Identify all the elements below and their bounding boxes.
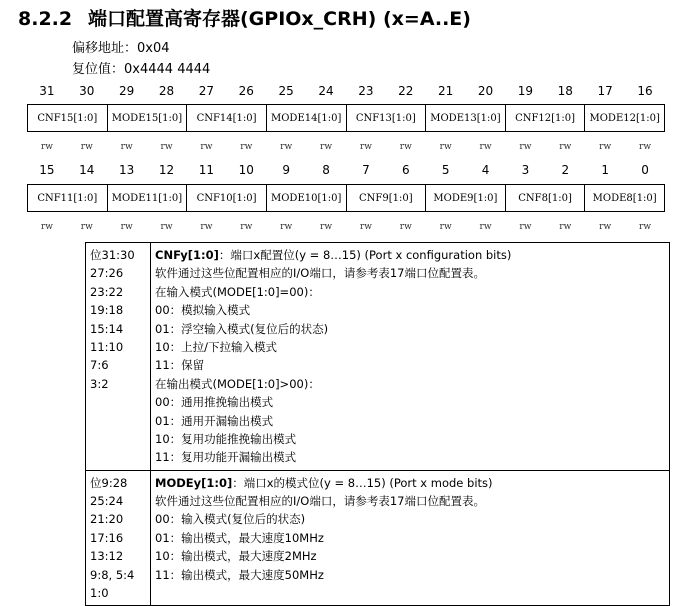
field-summary: ：端口x配置位(y = 8…15) (Port x configuration bits) bbox=[218, 248, 512, 262]
reset-value: 0x4444 4444 bbox=[124, 62, 211, 77]
bit-number: 20 bbox=[477, 84, 494, 98]
register-field: CNF10[1:0] bbox=[187, 185, 267, 211]
description-line: 01：通用开漏输出模式 bbox=[155, 413, 274, 428]
section-number: 8.2.2 bbox=[18, 8, 73, 30]
access-label: rw bbox=[240, 222, 253, 232]
bit-range-cell bbox=[86, 243, 151, 471]
offset-value: 0x04 bbox=[137, 41, 170, 56]
field-name: MODEy[1:0] bbox=[155, 475, 233, 490]
bit-number: 19 bbox=[517, 84, 534, 98]
bit-range: 17:16 bbox=[90, 530, 124, 545]
access-label: rw bbox=[439, 222, 452, 232]
bit-range: 19:18 bbox=[90, 303, 124, 318]
description-line: 软件通过这些位配置相应的I/O端口，请参考表17端口位配置表。 bbox=[155, 266, 485, 281]
access-label: rw bbox=[599, 222, 612, 232]
bit-range: 7:6 bbox=[90, 358, 109, 373]
description-line: 00：通用推挽输出模式 bbox=[155, 395, 274, 410]
access-label: rw bbox=[320, 142, 333, 152]
bit-number: 9 bbox=[282, 163, 290, 177]
bit-range: 9:8, 5:4 bbox=[90, 567, 135, 582]
register-field: CNF13[1:0] bbox=[347, 105, 427, 131]
bit-range-cell bbox=[86, 470, 151, 606]
access-label: rw bbox=[160, 142, 173, 152]
bit-numbers-top bbox=[27, 84, 665, 98]
access-label: rw bbox=[639, 222, 652, 232]
access-label: rw bbox=[80, 142, 93, 152]
reset-label: 复位值： bbox=[72, 62, 125, 77]
bit-number: 10 bbox=[238, 163, 254, 177]
bit-range: 21:20 bbox=[90, 512, 124, 527]
bit-range: 23:22 bbox=[90, 284, 124, 299]
bit-number: 17 bbox=[597, 84, 613, 98]
register-field: CNF12[1:0] bbox=[506, 105, 586, 131]
bit-numbers-bottom bbox=[27, 163, 665, 177]
offset-line bbox=[72, 37, 170, 56]
bit-number: 28 bbox=[158, 84, 175, 98]
access-label: rw bbox=[240, 142, 253, 152]
bit-number: 1 bbox=[601, 163, 609, 177]
register-field: MODE9[1:0] bbox=[426, 185, 506, 211]
bit-number: 23 bbox=[358, 84, 374, 98]
access-label: rw bbox=[559, 142, 572, 152]
access-row-bottom bbox=[27, 222, 665, 232]
access-label: rw bbox=[80, 222, 93, 232]
description-line: 11：保留 bbox=[155, 358, 205, 373]
access-label: rw bbox=[639, 142, 652, 152]
bit-number: 7 bbox=[362, 163, 370, 177]
bit-range: 13:12 bbox=[90, 549, 124, 564]
access-label: rw bbox=[40, 222, 53, 232]
register-fields-bottom bbox=[27, 184, 665, 212]
description-line: 10：输出模式，最大速度2MHz bbox=[155, 549, 317, 564]
access-label: rw bbox=[280, 222, 293, 232]
description-line: 00：模拟输入模式 bbox=[155, 303, 251, 318]
access-label: rw bbox=[399, 142, 412, 152]
access-row-top bbox=[27, 142, 665, 152]
offset-label: 偏移地址： bbox=[72, 41, 138, 56]
register-field: MODE12[1:0] bbox=[589, 112, 660, 124]
access-label: rw bbox=[40, 142, 53, 152]
bit-number: 15 bbox=[39, 163, 55, 177]
reset-line bbox=[72, 58, 210, 77]
bit-number: 6 bbox=[401, 163, 410, 177]
bit-number: 16 bbox=[637, 84, 653, 98]
access-label: rw bbox=[439, 142, 452, 152]
bit-range: 25:24 bbox=[90, 494, 124, 509]
description-line: 在输入模式(MODE[1:0]=00)： bbox=[155, 284, 320, 299]
description-cell bbox=[151, 470, 670, 606]
register-field: CNF14[1:0] bbox=[187, 105, 267, 131]
register-field: MODE13[1:0] bbox=[426, 105, 506, 131]
section-title: 端口配置高寄存器(GPIOx_CRH) (x=A..E) bbox=[88, 8, 471, 30]
bit-range: 位9:28 bbox=[90, 475, 128, 490]
register-field: MODE10[1:0] bbox=[267, 185, 347, 211]
table-row-mode bbox=[86, 470, 670, 606]
bit-range: 位31:30 bbox=[90, 248, 135, 262]
field-summary: ：端口x的模式位(y = 8…15) (Port x mode bits) bbox=[232, 475, 493, 490]
description-line: 11：输出模式，最大速度50MHz bbox=[155, 567, 324, 582]
bit-description-table bbox=[85, 242, 670, 606]
table-row-cnf bbox=[86, 243, 670, 471]
bit-number: 14 bbox=[79, 163, 95, 177]
bit-number: 5 bbox=[441, 163, 450, 177]
bit-number: 26 bbox=[238, 84, 254, 98]
access-label: rw bbox=[519, 142, 532, 152]
bit-range: 15:14 bbox=[90, 321, 124, 336]
register-field: CNF11[1:0] bbox=[28, 185, 108, 211]
access-label: rw bbox=[399, 222, 412, 232]
bit-number: 30 bbox=[79, 84, 95, 98]
register-field: MODE15[1:0] bbox=[108, 105, 188, 131]
description-cell bbox=[151, 243, 670, 471]
bit-number: 12 bbox=[158, 163, 175, 177]
register-field: MODE11[1:0] bbox=[108, 185, 188, 211]
field-heading bbox=[155, 474, 665, 492]
bit-range: 3:2 bbox=[90, 376, 109, 391]
access-label: rw bbox=[320, 222, 333, 232]
bit-number: 27 bbox=[198, 84, 215, 98]
description-line: 软件通过这些位配置相应的I/O端口，请参考表17端口位配置表。 bbox=[155, 494, 485, 509]
register-field: MODE14[1:0] bbox=[267, 105, 347, 131]
bit-number: 29 bbox=[119, 84, 135, 98]
description-line: 10：复用功能推挽输出模式 bbox=[155, 431, 297, 446]
bit-number: 8 bbox=[322, 163, 330, 177]
access-label: rw bbox=[599, 142, 612, 152]
bit-number: 24 bbox=[318, 84, 334, 98]
bit-range: 27:26 bbox=[90, 266, 124, 281]
access-label: rw bbox=[479, 142, 492, 152]
bit-number: 3 bbox=[521, 163, 530, 177]
bit-number: 18 bbox=[557, 84, 573, 98]
access-label: rw bbox=[120, 142, 133, 152]
access-label: rw bbox=[280, 142, 293, 152]
description-line: 01：浮空输入模式(复位后的状态) bbox=[155, 321, 329, 336]
field-heading bbox=[155, 246, 665, 264]
access-label: rw bbox=[359, 222, 372, 232]
access-label: rw bbox=[359, 142, 372, 152]
field-name: CNFy[1:0] bbox=[155, 248, 219, 262]
access-label: rw bbox=[519, 222, 532, 232]
bit-range: 1:0 bbox=[90, 586, 109, 601]
bit-number: 31 bbox=[39, 84, 55, 98]
access-label: rw bbox=[200, 222, 213, 232]
access-label: rw bbox=[479, 222, 492, 232]
bit-number: 22 bbox=[398, 84, 414, 98]
bit-number: 2 bbox=[561, 163, 570, 177]
access-label: rw bbox=[120, 222, 133, 232]
bit-number: 21 bbox=[438, 84, 454, 98]
bit-range: 11:10 bbox=[90, 339, 124, 354]
bit-number: 4 bbox=[481, 163, 490, 177]
bit-number: 0 bbox=[641, 163, 649, 177]
description-line: 10：上拉/下拉输入模式 bbox=[155, 339, 278, 354]
description-line: 01：输出模式，最大速度10MHz bbox=[155, 530, 324, 545]
register-field: CNF9[1:0] bbox=[347, 185, 427, 211]
register-field: CNF15[1:0] bbox=[28, 105, 108, 131]
description-line: 在输出模式(MODE[1:0]>00)： bbox=[155, 376, 320, 391]
section-heading bbox=[18, 4, 471, 31]
description-line: 11：复用功能开漏输出模式 bbox=[155, 450, 297, 465]
bit-number: 25 bbox=[278, 84, 294, 98]
register-fields-top bbox=[27, 104, 665, 132]
description-line: 00：输入模式(复位后的状态) bbox=[155, 512, 306, 527]
register-field: CNF8[1:0] bbox=[506, 185, 586, 211]
bit-number: 11 bbox=[198, 163, 215, 177]
access-label: rw bbox=[559, 222, 572, 232]
access-label: rw bbox=[160, 222, 173, 232]
register-field: MODE8[1:0] bbox=[592, 192, 657, 204]
access-label: rw bbox=[200, 142, 213, 152]
bit-number: 13 bbox=[119, 163, 135, 177]
